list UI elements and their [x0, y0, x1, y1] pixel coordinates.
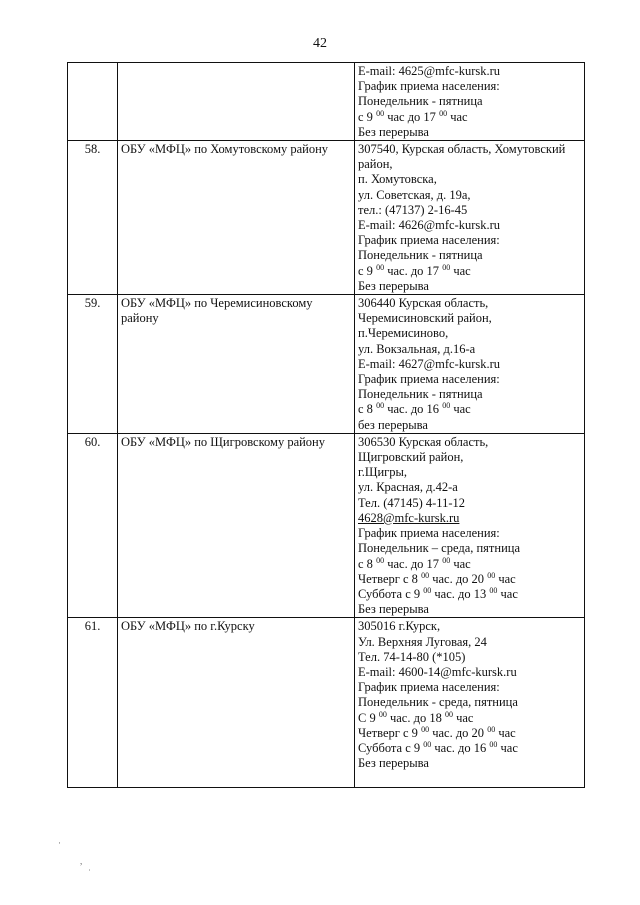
detail-line [358, 480, 581, 495]
detail-line [358, 218, 581, 233]
minutes-superscript: 00 [376, 262, 385, 272]
minutes-superscript: 00 [376, 555, 385, 565]
detail-text: Без перерыва [358, 278, 429, 293]
minutes-superscript: 00 [442, 401, 451, 411]
scan-speck: ˙ [88, 868, 91, 878]
minutes-superscript: 00 [421, 570, 430, 580]
row-number-cell: 60. [68, 433, 118, 617]
detail-line [358, 357, 581, 372]
detail-text: График приема населения: [358, 372, 500, 387]
detail-line [358, 188, 581, 203]
detail-text: График приема населения: [358, 79, 500, 94]
detail-text: ул. Вокзальная, д.16-а [358, 341, 476, 356]
detail-text: E-mail: 4600-14@mfc-kursk.ru [358, 664, 517, 679]
minutes-superscript: 00 [421, 724, 430, 734]
detail-text: час. до 20 [429, 571, 488, 586]
scan-speck: , [80, 856, 83, 866]
detail-text: час. до 17 [384, 263, 443, 278]
table-row [68, 618, 585, 788]
detail-text: г.Щигры, [358, 465, 408, 480]
detail-line [358, 203, 581, 218]
detail-text: час [495, 571, 516, 586]
minutes-superscript: 00 [489, 585, 498, 595]
detail-line [358, 711, 581, 726]
detail-line [358, 695, 581, 710]
minutes-superscript: 00 [487, 724, 496, 734]
detail-text: час. до 18 [386, 710, 445, 725]
detail-text: График приема населения: [358, 526, 500, 541]
detail-text: час. до 13 [431, 586, 490, 601]
detail-text: E-mail: 4626@mfc-kursk.ru [358, 218, 501, 233]
detail-text: Понедельник - пятница [358, 94, 483, 109]
row-number-cell: 59. [68, 295, 118, 434]
scan-speck: · [58, 838, 61, 848]
detail-line [358, 64, 581, 79]
detail-text: Понедельник - среда, пятница [358, 695, 518, 710]
detail-text: График приема населения: [358, 680, 500, 695]
office-name-cell: ОБУ «МФЦ» по Щигровскому району [118, 433, 355, 617]
detail-text: Щигровский район, [358, 450, 464, 465]
detail-line [358, 279, 581, 294]
detail-line [358, 557, 581, 572]
detail-line [358, 125, 581, 140]
detail-text: Без перерыва [358, 124, 429, 139]
detail-line [358, 172, 581, 187]
detail-line [358, 372, 581, 387]
detail-text: час [452, 710, 474, 725]
detail-text: с 8 [358, 402, 377, 417]
office-details-cell [355, 63, 585, 141]
office-name-cell: ОБУ «МФЦ» по Хомутовскому району [118, 141, 355, 295]
detail-line [358, 264, 581, 279]
minutes-superscript: 00 [376, 108, 385, 118]
detail-text: Ул. Верхняя Луговая, 24 [358, 634, 487, 649]
detail-line [358, 665, 581, 680]
table-row [68, 433, 585, 617]
detail-text: Понедельник - пятница [358, 248, 483, 263]
detail-text: час. до 17 [384, 556, 443, 571]
detail-text: E-mail: 4627@mfc-kursk.ru [358, 356, 501, 371]
minutes-superscript: 00 [376, 401, 385, 411]
detail-text: Суббота с 9 [358, 586, 424, 601]
minutes-superscript: 00 [378, 709, 387, 719]
detail-text: С 9 [358, 710, 379, 725]
minutes-superscript: 00 [489, 739, 498, 749]
detail-text: E-mail: 4625@mfc-kursk.ru [358, 64, 501, 78]
detail-text: час. до 16 [384, 402, 443, 417]
minutes-superscript: 00 [487, 570, 496, 580]
detail-text: Суббота с 9 [358, 740, 424, 755]
detail-text: час [450, 263, 471, 278]
detail-text: с 8 [358, 556, 377, 571]
minutes-superscript: 00 [442, 555, 451, 565]
detail-text: Понедельник – среда, пятница [358, 541, 521, 556]
detail-text: тел.: (47137) 2-16-45 [358, 202, 468, 217]
detail-line [358, 142, 581, 172]
detail-text: п.Черемисиново, [358, 326, 449, 341]
detail-line [358, 541, 581, 556]
detail-text: ул. Красная, д.42-а [358, 480, 458, 495]
minutes-superscript: 00 [442, 262, 451, 272]
office-details-cell [355, 141, 585, 295]
detail-text: Без перерыва [358, 602, 429, 617]
office-details-cell [355, 618, 585, 788]
detail-line [358, 387, 581, 402]
detail-line [358, 526, 581, 541]
office-details-cell [355, 433, 585, 617]
detail-text: п. Хомутовска, [358, 172, 437, 187]
detail-text: с 9 [358, 109, 377, 124]
detail-text: без перерыва [358, 417, 428, 432]
detail-line [358, 650, 581, 665]
detail-line [358, 602, 581, 617]
detail-line [358, 465, 581, 480]
detail-text: Тел. 74-14-80 (*105) [358, 649, 466, 664]
detail-line [358, 741, 581, 756]
detail-line [358, 587, 581, 602]
detail-text: 305016 г.Курск, [358, 619, 441, 634]
detail-line [358, 402, 581, 417]
detail-line [358, 311, 581, 326]
office-details-cell [355, 295, 585, 434]
detail-text: час [447, 109, 468, 124]
detail-line [358, 326, 581, 341]
detail-text: Черемисиновский район, [358, 311, 492, 326]
minutes-superscript: 00 [444, 709, 453, 719]
detail-line [358, 248, 581, 263]
detail-text: час [495, 725, 516, 740]
detail-text: час [497, 740, 518, 755]
detail-line [358, 680, 581, 695]
office-name-cell: ОБУ «МФЦ» по Черемисиновскому району [118, 295, 355, 434]
minutes-superscript: 00 [423, 585, 432, 595]
row-number-cell [68, 63, 118, 141]
mfc-offices-table [67, 62, 585, 788]
detail-line [358, 726, 581, 741]
detail-text: 306440 Курская область, [358, 296, 489, 311]
detail-line [358, 619, 581, 634]
detail-text: с 9 [358, 263, 377, 278]
detail-text: час [497, 586, 518, 601]
table-row [68, 295, 585, 434]
detail-text: Без перерыва [358, 756, 429, 771]
minutes-superscript: 00 [439, 108, 448, 118]
detail-text: час до 17 [384, 109, 440, 124]
office-name-cell [118, 63, 355, 141]
detail-text: 306530 Курская область, [358, 434, 489, 449]
row-number-cell: 58. [68, 141, 118, 295]
minutes-superscript: 00 [423, 739, 432, 749]
detail-line [358, 496, 581, 511]
detail-text: Тел. (47145) 4-11-12 [358, 495, 466, 510]
detail-text: Четверг с 8 [358, 571, 422, 586]
detail-text: час. до 20 [429, 725, 488, 740]
detail-text: 307540, Курская область, Хомутовский район, [358, 142, 566, 172]
detail-line [358, 450, 581, 465]
detail-line [358, 572, 581, 587]
table-row-continuation [68, 63, 585, 141]
detail-line [358, 435, 581, 450]
detail-text: час [450, 402, 471, 417]
detail-line [358, 756, 581, 771]
detail-line [358, 79, 581, 94]
row-number-cell: 61. [68, 618, 118, 788]
detail-text: График приема населения: [358, 233, 500, 248]
detail-line [358, 511, 581, 526]
detail-text: 4628@mfc-kursk.ru [358, 510, 460, 525]
detail-line [358, 94, 581, 109]
detail-line [358, 296, 581, 311]
detail-text: час. до 16 [431, 740, 490, 755]
table-row [68, 141, 585, 295]
detail-line [358, 418, 581, 433]
detail-text: Четверг с 9 [358, 725, 422, 740]
office-name-cell: ОБУ «МФЦ» по г.Курску [118, 618, 355, 788]
detail-line [358, 635, 581, 650]
detail-line [358, 233, 581, 248]
detail-text: ул. Советская, д. 19а, [358, 187, 471, 202]
page-number: 42 [313, 36, 327, 51]
detail-line [358, 342, 581, 357]
detail-line [358, 110, 581, 125]
detail-text: Понедельник - пятница [358, 387, 483, 402]
detail-text: час [450, 556, 471, 571]
